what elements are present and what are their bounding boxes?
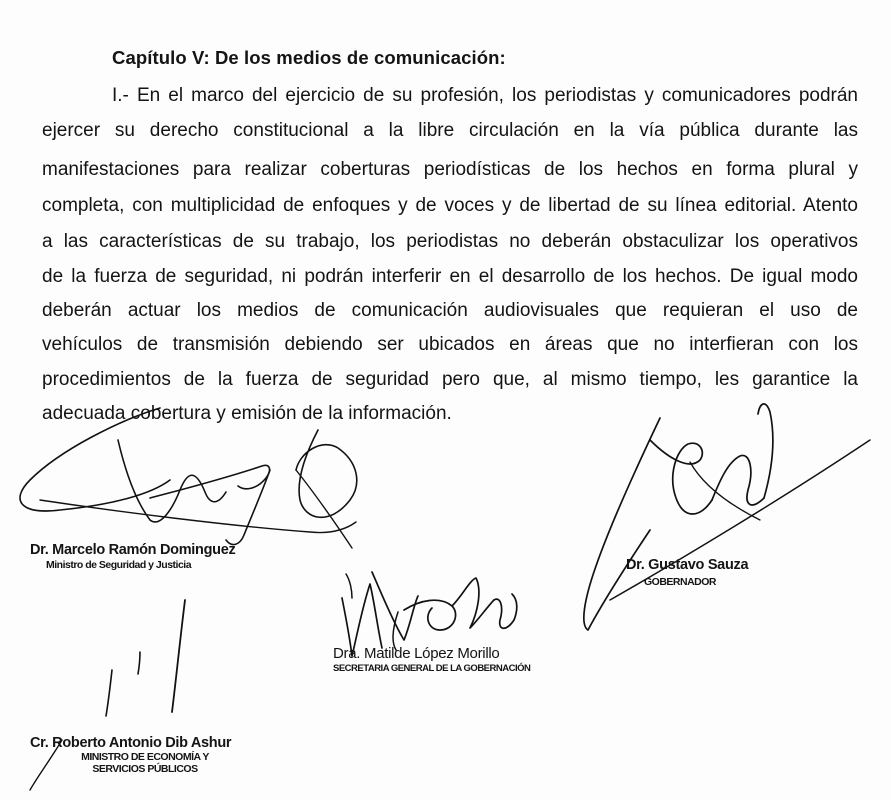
signatory-name: Cr. Roberto Antonio Dib Ashur xyxy=(30,735,232,751)
paragraph-line: a las características de su trabajo, los periodistas no deberán obstaculizar los operativos xyxy=(42,231,858,252)
paragraph-line: completa, con multiplicidad de enfoques y de voces y de libertad de su línea editorial. Atento xyxy=(42,195,858,216)
signatory-name: Dr. Marcelo Ramón Dominguez xyxy=(30,542,236,558)
paragraph-line: deberán actuar los medios de comunicación audiovisuales que requieran el uso de xyxy=(42,300,858,321)
signature-block-dominguez xyxy=(30,542,235,571)
paragraph-line: adecuada cobertura y emisión de la información. xyxy=(42,403,452,424)
signatory-title: Ministro de Seguridad y Justicia xyxy=(46,559,192,571)
paragraph-line: I.- En el marco del ejercicio de su profesión, los periodistas y comunicadores podrán xyxy=(112,85,858,106)
signature-block-sauza xyxy=(626,557,748,588)
signature-block-lopez-morillo xyxy=(333,645,530,674)
chapter-heading: Capítulo V: De los medios de comunicación: xyxy=(112,47,506,68)
paragraph-line: ejercer su derecho constitucional a la libre circulación en la vía pública durante las xyxy=(42,120,858,141)
signatory-title-line-1: MINISTRO DE ECONOMÍA Y xyxy=(81,751,209,763)
signatory-title: SECRETARIA GENERAL DE LA GOBERNACIÓN xyxy=(333,663,531,674)
signature-block-dib-ashur xyxy=(30,735,260,775)
signature-lopez-morillo-mark xyxy=(342,572,517,656)
paragraph-line: manifestaciones para realizar coberturas periodísticas de los hechos en forma plural y xyxy=(42,159,858,180)
signatory-name: Dr. Gustavo Sauza xyxy=(626,557,749,573)
signatory-name: Dra. Matilde López Morillo xyxy=(333,645,500,662)
signatory-title: GOBERNADOR xyxy=(644,576,717,588)
paragraph-line: procedimientos de la fuerza de seguridad pero que, al mismo tiempo, les garantice la xyxy=(42,369,858,390)
signature-sauza-mark xyxy=(584,404,870,630)
paragraph-line: vehículos de transmisión debiendo ser ubicados en áreas que no interfieran con los xyxy=(42,334,858,355)
signatory-title-line-2: SERVICIOS PÚBLICOS xyxy=(92,763,198,775)
signature-dominguez-mark xyxy=(20,408,357,548)
paragraph-line: de la fuerza de seguridad, ni podrán interferir en el desarrollo de los hechos. De igual modo xyxy=(42,266,858,287)
